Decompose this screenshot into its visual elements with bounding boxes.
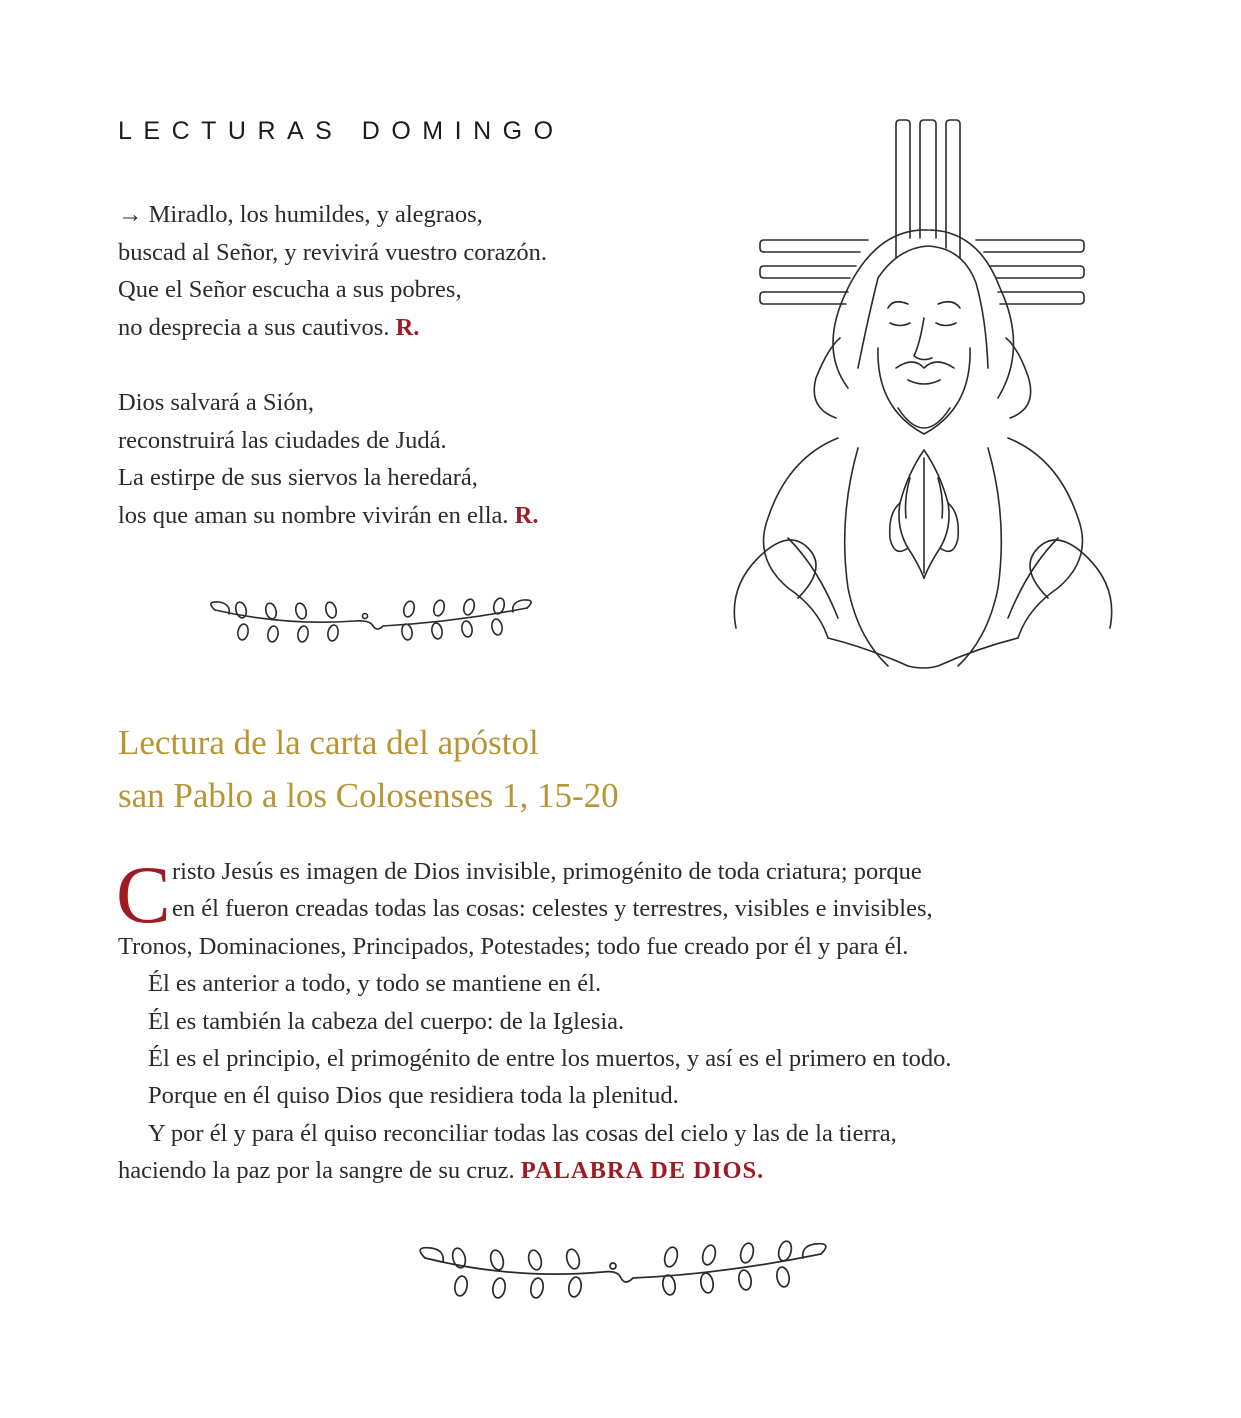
reading-line-last bbox=[118, 1152, 1118, 1189]
psalm-line: Que el Señor escucha a sus pobres, bbox=[118, 276, 462, 303]
psalm-line-text: no desprecia a sus cautivos. bbox=[118, 313, 390, 341]
psalm-line: Dios salvará a Sión, bbox=[118, 389, 314, 416]
laurel-divider-icon bbox=[205, 596, 535, 656]
reading-line-text: haciendo la paz por la sangre de su cruz. bbox=[118, 1157, 515, 1185]
reading-line: Tronos, Dominaciones, Principados, Potestades; todo fue creado por él y para él. bbox=[118, 932, 909, 960]
drop-cap: C bbox=[116, 849, 171, 940]
reading-line: Él es también la cabeza del cuerpo: de la Iglesia. bbox=[148, 1007, 625, 1035]
reading-body bbox=[116, 849, 1118, 1190]
psalm-line: buscad al Señor, y revivirá vuestro corazón. bbox=[118, 238, 547, 266]
reading-line: Él es anterior a todo, y todo se mantiene en él. bbox=[148, 970, 602, 998]
closing-acclamation: PALABRA DE DIOS. bbox=[520, 1157, 765, 1185]
praying-jesus-icon bbox=[728, 118, 1118, 670]
psalm-stanza-2 bbox=[118, 384, 678, 534]
reading-title-line: san Pablo a los Colosenses 1, 15-20 bbox=[118, 776, 619, 815]
psalm-line-last bbox=[118, 497, 678, 535]
response-marker: R. bbox=[514, 501, 539, 529]
psalm-line-last bbox=[118, 309, 678, 347]
psalm-line: La estirpe de sus siervos la heredará, bbox=[118, 464, 478, 491]
psalm-line-text: los que aman su nombre vivirán en ella. bbox=[118, 501, 509, 529]
psalm-stanza-1 bbox=[118, 196, 678, 346]
reading-title-line: Lectura de la carta del apóstol bbox=[118, 723, 539, 762]
reading-line: en él fueron creadas todas las cosas: celestes y terrestres, visibles e invisibles, bbox=[172, 895, 933, 923]
page-header: LECTURAS DOMINGO bbox=[118, 117, 565, 145]
reading-line: Y por él y para él quiso reconciliar todas las cosas del cielo y las de la tierra, bbox=[148, 1119, 897, 1147]
psalm-line: reconstruirá las ciudades de Judá. bbox=[118, 426, 447, 454]
laurel-divider-icon bbox=[413, 1240, 833, 1310]
reading-line: risto Jesús es imagen de Dios invisible, primogénito de toda criatura; porque bbox=[172, 858, 922, 885]
response-marker: R. bbox=[395, 313, 420, 341]
reading-title bbox=[118, 716, 818, 822]
reading-line: Él es el principio, el primogénito de entre los muertos, y así es el primero en todo. bbox=[148, 1045, 952, 1073]
reading-line: Porque en él quiso Dios que residiera toda la plenitud. bbox=[148, 1082, 679, 1110]
psalm-line: → Miradlo, los humildes, y alegraos, bbox=[118, 201, 483, 228]
